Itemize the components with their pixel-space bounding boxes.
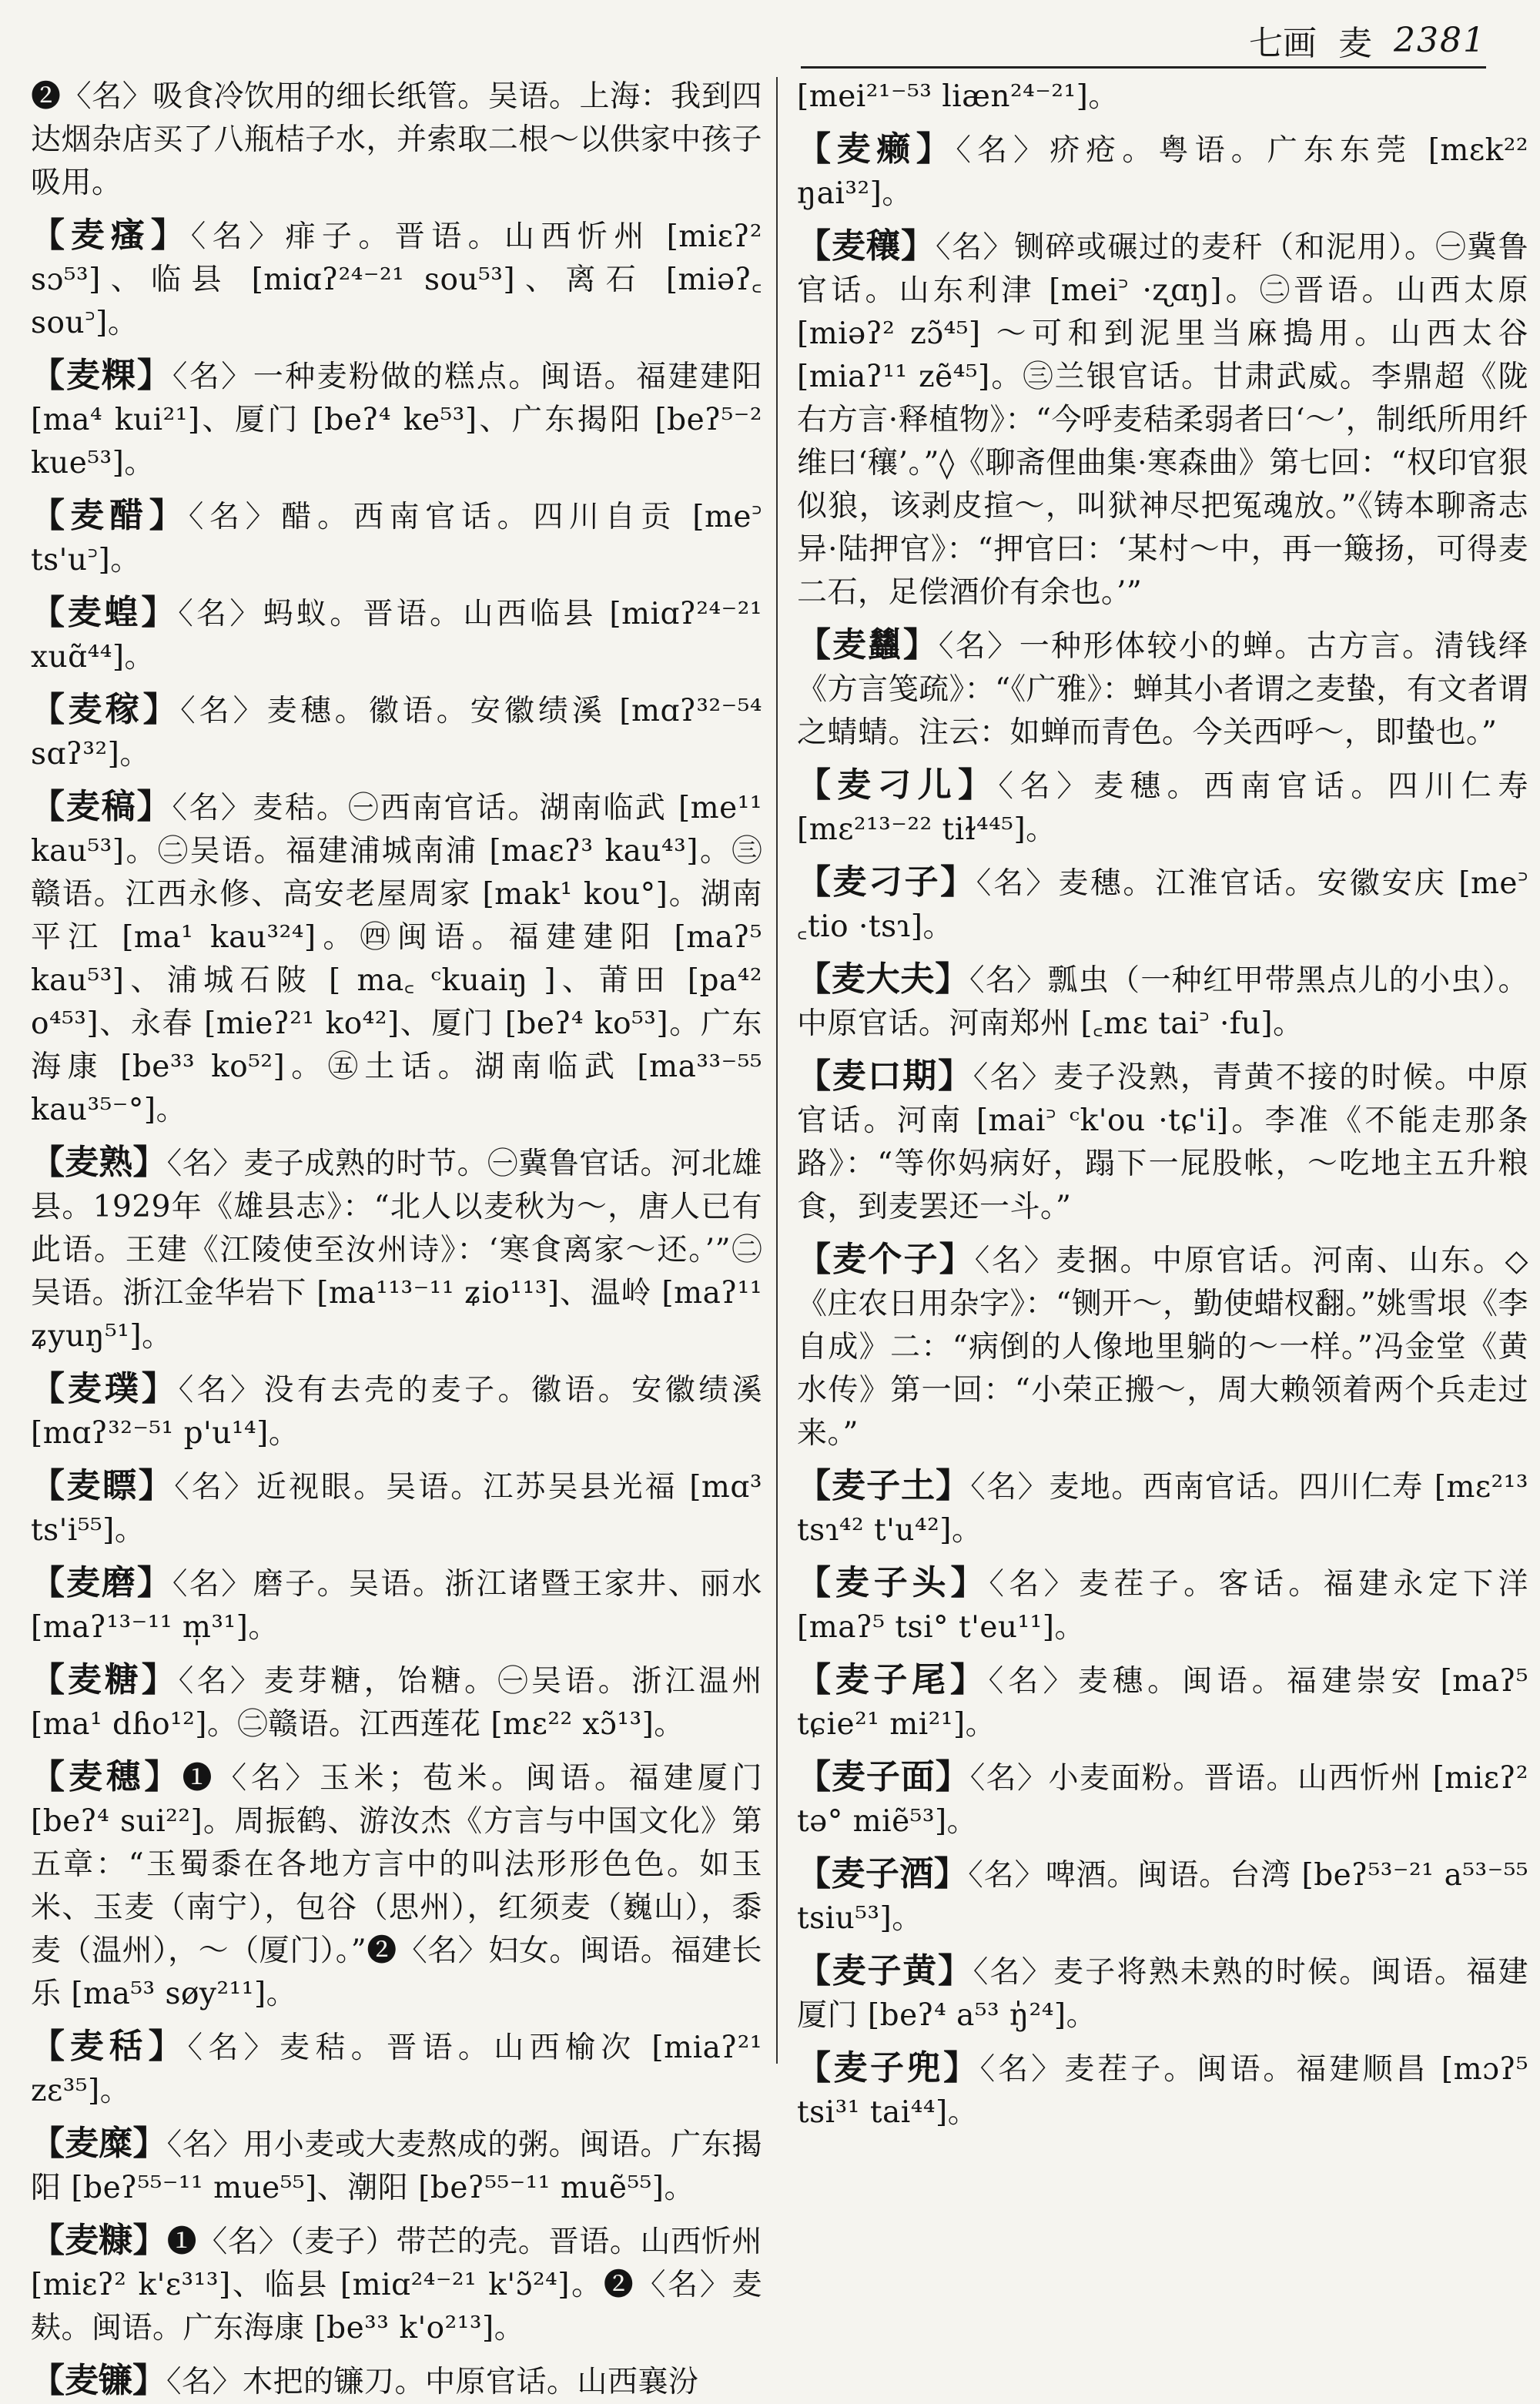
- entry-headword: 【麦子尾】: [797, 1660, 989, 1699]
- entry-definition: ❶〈名〉（麦子）带芒的壳。晋语。山西忻州 [miɛʔ² k'ɛ³¹³]、临县 [miɑ²⁴⁻²¹ k'ɔ̃²⁴]。❷〈名〉麦麸。闽语。广东海康 [be³³ k'o²¹³]。: [31, 2225, 762, 2345]
- column-divider: [776, 77, 778, 2064]
- entry-definition: 〈名〉麦穗。徽语。安徽绩溪 [mɑʔ³²⁻⁵⁴ sɑʔ³²]。: [31, 694, 763, 772]
- entry-headword: 【麦镰】: [31, 2361, 166, 2400]
- entry-definition: 〈名〉麦地。西南官话。四川仁寿 [mɛ²¹³ tsɿ⁴² t'u⁴²]。: [797, 1470, 1529, 1548]
- entry-definition: 〈名〉疥疮。粤语。广东东莞 [mɛk²² ŋai³²]。: [797, 133, 1529, 211]
- dictionary-entry: [797, 1853, 1528, 1940]
- dictionary-entry: [31, 2359, 762, 2404]
- entry-headword: 【麦稼】: [31, 690, 181, 729]
- dictionary-entry: [797, 1950, 1528, 2037]
- entry-headword: 【麦子黄】: [797, 1951, 973, 1990]
- entry-headword: 【麦粿】: [31, 356, 172, 395]
- dictionary-entry: [797, 1238, 1528, 1455]
- dictionary-entry: [31, 1141, 762, 1358]
- entry-definition: 〈名〉麦茬子。客话。福建永定下洋 [maʔ⁵ tsi° t'eu¹¹]。: [797, 1567, 1528, 1645]
- entry-headword: 【麦子酒】: [797, 1854, 969, 1893]
- dictionary-entry: [797, 128, 1528, 216]
- left-column: [31, 74, 763, 2400]
- dictionary-entry: [31, 1659, 762, 1746]
- entry-definition: 〈名〉麦子成熟的时节。㊀冀鲁官话。河北雄县。1929年《雄县志》：“北人以麦秋为～，唐人已有此语。王建《江陵使至汝州诗》：‘寒食离家～还。’”㊁吴语。浙江金华岩下 [ma¹¹³⁻¹¹ ʑio¹¹³]、温岭 [maʔ¹¹ ʑyuŋ⁵¹]。: [31, 1147, 762, 1354]
- dictionary-entry: [31, 494, 762, 582]
- dictionary-entry: [31, 74, 762, 205]
- dictionary-entry: [797, 1055, 1528, 1229]
- entry-headword: 【麦子面】: [797, 1757, 970, 1796]
- entry-definition: 〈名〉麦穗。江淮官话。安徽安庆 [me꜄ ꜀tio ·tsɿ]。: [797, 866, 1529, 944]
- entry-definition: 〈名〉麦子将熟未熟的时候。闽语。福建厦门 [beʔ⁴ a⁵³ ŋ̍²⁴]。: [797, 1955, 1528, 2033]
- entry-headword: 【麦糖】: [31, 1660, 179, 1699]
- dictionary-entry: [797, 74, 1528, 119]
- entry-headword: 【麦个子】: [797, 1240, 975, 1279]
- entry-headword: 【麦瞟】: [31, 1466, 175, 1505]
- page-header: [801, 14, 1486, 69]
- entry-headword: 【麦大夫】: [797, 959, 970, 999]
- entry-headword: 【麦刁子】: [797, 862, 976, 902]
- section-label: 七画: [1249, 24, 1317, 63]
- entry-definition: ❶〈名〉玉米；苞米。闽语。福建厦门 [beʔ⁴ sui²²]。周振鹤、游汝杰《方言与中国文化》第五章：“玉蜀黍在各地方言中的叫法形形色色。如玉米、玉麦（南宁），包谷（思州），红须麦（巍山），黍麦（温州），～（厦门）。”❷〈名〉妇女。闽语。福建长乐 [ma⁵³ søy²¹¹]。: [31, 1761, 762, 2011]
- entry-definition: 〈名〉一种麦粉做的糕点。闽语。福建建阳 [ma⁴ kui²¹]、厦门 [beʔ⁴ ke⁵³]、广东揭阳 [beʔ⁵⁻² kue⁵³]。: [31, 360, 762, 480]
- dictionary-entry: [797, 764, 1528, 852]
- dictionary-entry: [31, 2122, 762, 2210]
- dictionary-entry: [797, 225, 1528, 614]
- entry-definition: 〈名〉麦秸。晋语。山西榆次 [miaʔ²¹ zɛ³⁵]。: [31, 2031, 763, 2108]
- dictionary-entry: [31, 591, 762, 679]
- entry-headword: 【麦秳】: [31, 2027, 188, 2066]
- entry-definition: 〈名〉麦子没熟，青黄不接的时候。中原官话。河南 [mai꜄ ᶜk'ou ·tɕ'i]。李准《不能走那条路》：“等你妈病好，蹋下一屁股帐，～吃地主五升粮食，到麦罢还一斗。”: [797, 1060, 1528, 1224]
- entry-definition: 〈名〉麦芽糖，饴糖。㊀吴语。浙江温州 [ma¹ dɦo¹²]。㊁赣语。江西莲花 [mɛ²² xɔ̃¹³]。: [31, 1664, 762, 1742]
- right-column: [797, 74, 1529, 2130]
- entry-definition: 〈名〉木把的镰刀。中原官话。山西襄汾: [166, 2365, 699, 2399]
- entry-definition: [mei²¹⁻⁵³ liæn²⁴⁻²¹]。: [797, 79, 1119, 114]
- dictionary-entry: [31, 1562, 762, 1649]
- entry-headword: 【麦璞】: [31, 1369, 179, 1408]
- entry-headword: 【麦蝗】: [31, 593, 179, 632]
- dictionary-entry: [31, 2219, 762, 2350]
- dictionary-entry: [797, 1465, 1528, 1552]
- dictionary-entry: [797, 958, 1528, 1046]
- entry-definition: 〈名〉小麦面粉。晋语。山西忻州 [miɛʔ² tə° miẽ⁵³]。: [797, 1761, 1528, 1839]
- dictionary-entry: [31, 1756, 762, 2016]
- entry-definition: 〈名〉瓢虫（一种红甲带黑点儿的小虫）。中原官话。河南郑州 [꜀mɛ tai꜄ ·fu]。: [797, 963, 1528, 1041]
- entry-headword: 【麦磨】: [31, 1563, 172, 1602]
- radical-label: 麦: [1338, 24, 1373, 63]
- dictionary-entry: [31, 785, 762, 1132]
- dictionary-entry: [797, 2047, 1528, 2134]
- entry-headword: 【麦癞】: [797, 129, 956, 169]
- entry-definition: ❷〈名〉吸食冷饮用的细长纸管。吴语。上海：我到四达烟杂店买了八瓶桔子水，并索取二根～以供家中孩子吸用。: [31, 79, 762, 200]
- dictionary-entry: [797, 1756, 1528, 1843]
- entry-headword: 【麦醋】: [31, 496, 189, 535]
- entry-definition: 〈名〉近视眼。吴语。江苏吴县光福 [mɑ³ ts'i⁵⁵]。: [31, 1470, 762, 1548]
- entry-headword: 【麦穰】: [797, 226, 936, 266]
- dictionary-entry: [31, 1368, 762, 1455]
- entry-definition: 〈名〉铡碎或碾过的麦秆（和泥用）。㊀冀鲁官话。山东利津 [mei꜄ ·ʐɑŋ]。㊁晋语。山西太原 [miəʔ² zɔ̃⁴⁵] ～可和到泥里当麻搗用。山西太谷 [miaʔ¹¹ zẽ⁴⁵]。㊂兰银官话。甘肃武威。李鼎超《陇右方言·释植物》：“今呼麦秸柔弱者曰‘～’，制纸所用纤维曰‘穰’。”◊《聊斋俚曲集·寒森曲》第七回：“权印官狠似狼，该剥皮揎～，叫狱神尽把冤魂放。”《铸本聊斋志异·陆押官》：“押官曰：‘某村～中，再一簸扬，可得麦二石，足偿酒价有余也。’”: [797, 230, 1528, 610]
- entry-headword: 【麦熟】: [31, 1143, 167, 1182]
- entry-definition: 〈名〉麦茬子。闽语。福建顺昌 [mɔʔ⁵ tsi³¹ tai⁴⁴]。: [797, 2052, 1529, 2130]
- entry-definition: 〈名〉麦穗。西南官话。四川仁寿 [mɛ²¹³⁻²² tiɫ⁴⁴⁵]。: [797, 769, 1528, 847]
- entry-headword: 【麦子头】: [797, 1563, 989, 1602]
- entry-headword: 【麦刁儿】: [797, 765, 999, 805]
- dictionary-entry: [31, 1465, 762, 1552]
- dictionary-entry: [797, 624, 1528, 755]
- entry-headword: 【麦子兜】: [797, 2048, 980, 2088]
- entry-headword: 【麦蠿】: [797, 625, 939, 665]
- dictionary-entry: [797, 1659, 1528, 1746]
- dictionary-entry: [797, 861, 1528, 949]
- entry-headword: 【麦口期】: [797, 1056, 973, 1096]
- entry-headword: 【麦糠】: [31, 2221, 167, 2260]
- entry-definition: 〈名〉麦秸。㊀西南官话。湖南临武 [me¹¹ kau⁵³]。㊁吴语。福建浦城南浦 [maɛʔ³ kau⁴³]。㊂赣语。江西永修、高安老屋周家 [mak¹ kou°]。湖南平江 [ma¹ kau³²⁴]。㊃闽语。福建建阳 [maʔ⁵ kau⁵³]、浦城石陂 [ ma꜀ ᶜkuaiŋ ]、莆田 [pa⁴² o⁴⁵³]、永春 [mieʔ²¹ ko⁴²]、厦门 [beʔ⁴ ko⁵³]。广东海康 [be³³ ko⁵²]。㊄土话。湖南临武 [ma³³⁻⁵⁵ kau³⁵⁻°]。: [31, 791, 763, 1127]
- dictionary-entry: [31, 688, 762, 776]
- entry-definition: 〈名〉磨子。吴语。浙江诸暨王家井、丽水 [maʔ¹³⁻¹¹ m̩³¹]。: [31, 1567, 762, 1645]
- entry-definition: 〈名〉没有去壳的麦子。徽语。安徽绩溪 [mɑʔ³²⁻⁵¹ p'u¹⁴]。: [31, 1373, 762, 1451]
- entry-definition: 〈名〉一种形体较小的蝉。古方言。清钱绎《方言笺疏》：“《广雅》：蝉其小者谓之麦蛰，有文者谓之蜻蜻。注云：如蝉而青色。今关西呼～，即蛰也。”: [797, 629, 1528, 750]
- entry-headword: 【麦稿】: [31, 787, 172, 826]
- entry-headword: 【麦瘙】: [31, 216, 191, 255]
- entry-definition: 〈名〉麦穗。闽语。福建崇安 [maʔ⁵ tɕie²¹ mi²¹]。: [797, 1664, 1529, 1742]
- dictionary-entry: [31, 354, 762, 485]
- entry-headword: 【麦子土】: [797, 1466, 971, 1505]
- entry-definition: 〈名〉痱子。晋语。山西忻州 [miɛʔ² sɔ⁵³]、临县 [miɑʔ²⁴⁻²¹ sou⁵³]、离石 [miəʔ꜀ sou꜄]。: [31, 219, 763, 340]
- dictionary-entry: [797, 1562, 1528, 1649]
- entry-definition: 〈名〉用小麦或大麦熬成的粥。闽语。广东揭阳 [beʔ⁵⁵⁻¹¹ mue⁵⁵]、潮阳 [beʔ⁵⁵⁻¹¹ muẽ⁵⁵]。: [31, 2128, 762, 2205]
- page-number: 2381: [1394, 20, 1486, 60]
- entry-definition: 〈名〉啤酒。闽语。台湾 [beʔ⁵³⁻²¹ a⁵³⁻⁵⁵ tsiu⁵³]。: [797, 1858, 1528, 1936]
- entry-headword: 【麦穗】: [31, 1757, 182, 1796]
- entry-definition: 〈名〉蚂蚁。晋语。山西临县 [miɑʔ²⁴⁻²¹ xuɑ̃⁴⁴]。: [31, 597, 763, 675]
- dictionary-entry: [31, 214, 762, 345]
- entry-definition: 〈名〉醋。西南官话。四川自贡 [me꜄ ts'u꜄]。: [31, 500, 763, 578]
- dictionary-entry: [31, 2025, 762, 2113]
- entry-headword: 【麦糜】: [31, 2124, 167, 2163]
- entry-definition: 〈名〉麦捆。中原官话。河南、山东。◇《庄农日用杂字》：“铡开～，勤使蜡杈翻。”姚雪垠《李自成》二：“病倒的人像地里躺的～一样。”冯金堂《黄水传》第一回：“小荣正搬～，周大赖领着两个兵走过来。”: [797, 1244, 1528, 1451]
